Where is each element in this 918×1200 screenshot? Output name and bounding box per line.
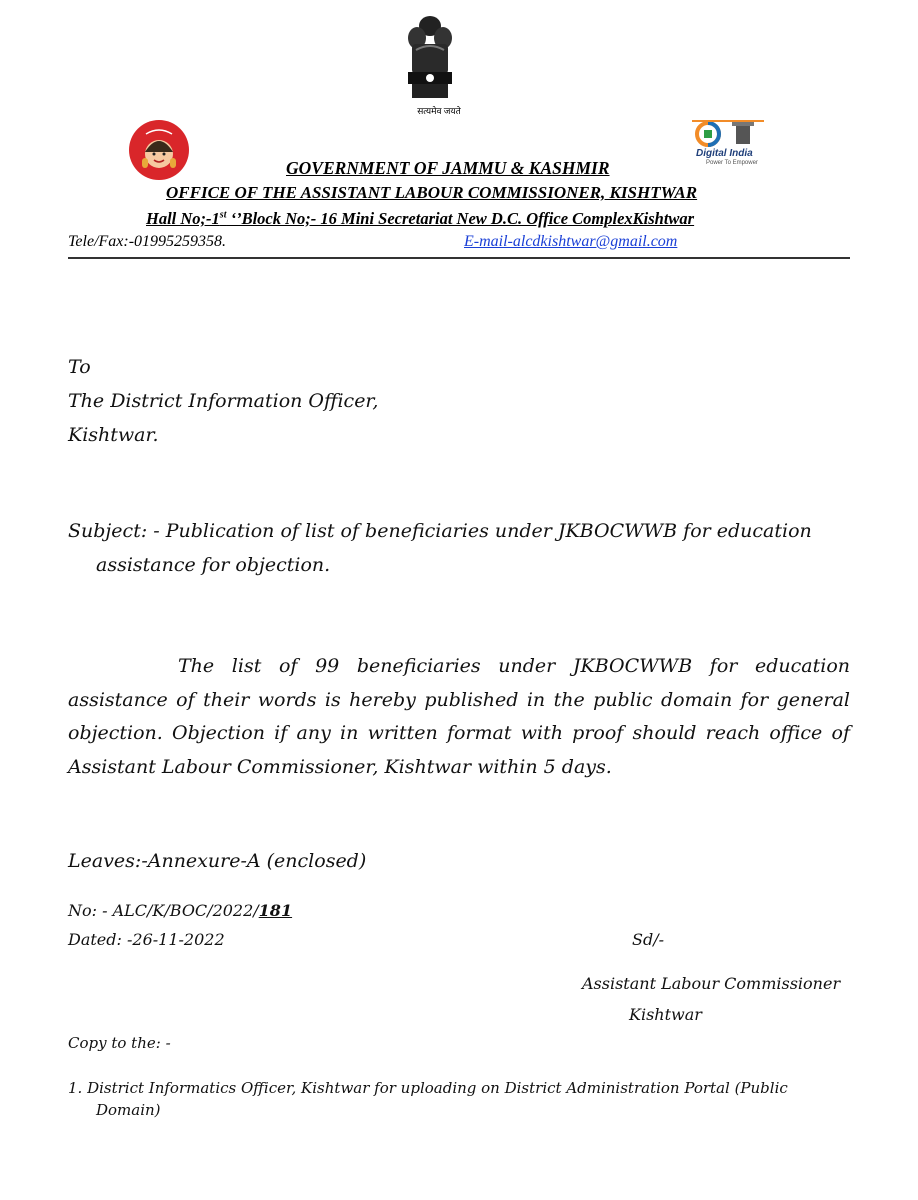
swachh-bharat-logo: [124, 118, 194, 182]
digital-india-text: Digital India: [696, 148, 753, 159]
copy-item-1: 1. District Informatics Officer, Kishtwar for uploading on District Administration Portal (Public Domain): [68, 1079, 788, 1119]
subject-line-1: Subject: - Publication of list of beneficiaries under JKBOCWWB for education: [68, 520, 812, 542]
digital-india-logo: [692, 118, 764, 166]
tele-fax: Tele/Fax:-01995259358.: [68, 233, 227, 250]
copy-heading: Copy to the: -: [68, 1034, 171, 1052]
signature-sd: Sd/-: [632, 930, 664, 949]
subject-line-2: assistance for objection.: [96, 554, 331, 576]
reference-number: No: - ALC/K/BOC/2022/181: [68, 901, 293, 920]
signature-title: Assistant Labour Commissioner: [582, 974, 841, 993]
signature-place: Kishtwar: [629, 1005, 702, 1024]
ashoka-emblem-icon: [402, 14, 458, 104]
address-place: Kishtwar.: [68, 424, 159, 446]
emblem-motto: सत्यमेव जयते: [417, 106, 461, 116]
header-divider: [68, 257, 850, 259]
address-recipient: The District Information Officer,: [68, 390, 379, 412]
reference-date: Dated: -26-11-2022: [68, 930, 225, 949]
body-paragraph: The list of 99 beneficiaries under JKBOCWWB for education assistance of their words is hereby published in the public domain for general objection. Objection if any in written format with proof should reach office of Assistant Labour Commissioner, Kishtwar within 5 days.: [68, 655, 850, 778]
letterhead-government: GOVERNMENT OF JAMMU & KASHMIR: [286, 158, 610, 178]
letterhead-address: Hall No;-1st ‘’Block No;- 16 Mini Secretariat New D.C. Office ComplexKishtwar: [146, 209, 695, 228]
enclosure: Leaves:-Annexure-A (enclosed): [68, 850, 367, 872]
address-to: To: [68, 356, 91, 378]
letterhead-office: OFFICE OF THE ASSISTANT LABOUR COMMISSIONER, KISHTWAR: [166, 183, 698, 202]
email-link[interactable]: E-mail-alcdkishtwar@gmail.com: [464, 233, 678, 250]
digital-india-tagline: Power To Empower: [706, 160, 758, 166]
